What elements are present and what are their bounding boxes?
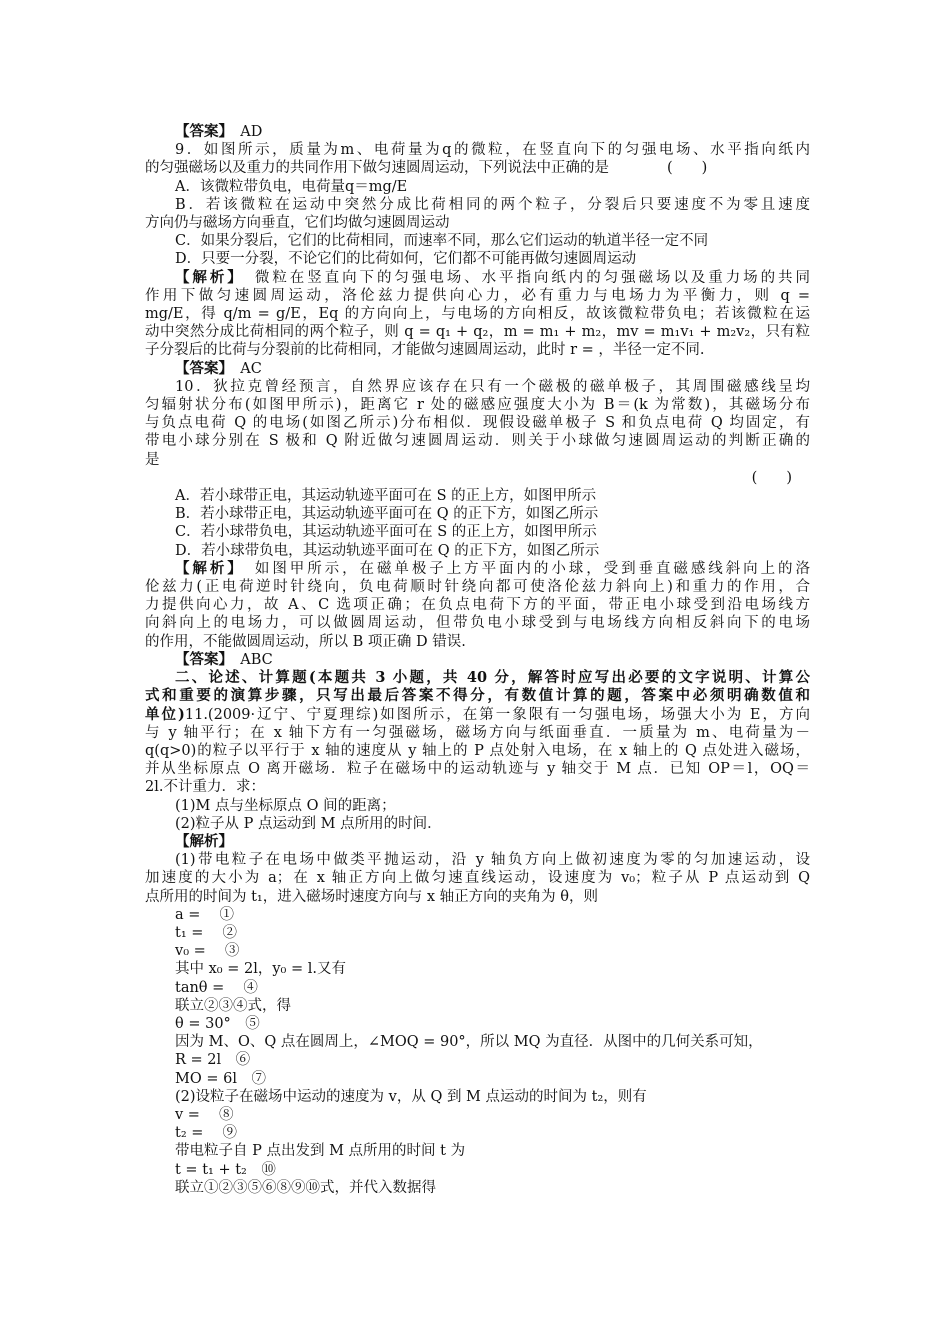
text-line: A．若小球带正电，其运动轨迹平面可在 S 的正上方，如图甲所示 xyxy=(175,488,597,505)
text-line: 向斜向上的电场力，可以做圆周运动，但带负电小球受到与电场线方向相反斜向下的电场 xyxy=(145,615,810,632)
text-line xyxy=(145,360,810,378)
text-line: 二、论述、计算题(本题共 3 小题，共 40 分，解答时应写出必要的文字说明、计算公 xyxy=(175,669,810,687)
text-line: 10．狄拉克曾经预言，自然界应该存在只有一个磁极的磁单极子，其周围磁感线呈均 xyxy=(175,378,810,395)
text-line: 是 xyxy=(145,451,160,468)
text-line: v = ⑧ xyxy=(175,1106,234,1123)
text-line: R = 2l ⑥ xyxy=(175,1052,251,1069)
section-tag: 【答案】 xyxy=(175,650,226,668)
text-line: 联立②③④式，得 xyxy=(175,997,291,1014)
text-line: 因为 M、O、Q 点在圆周上，∠MOQ = 90°，所以 MQ 为直径．从图中的几何关系可知， xyxy=(175,1034,763,1051)
text-line: 其中 x₀ = 2l，y₀ = l.又有 xyxy=(175,961,346,978)
line-text: 11.(2009·辽宁、宁夏理综)如图所示，在第一象限有一匀强电场，场强大小为 E，方向 xyxy=(184,706,810,723)
text-line: θ = 30° ⑤ xyxy=(175,1015,260,1032)
text-line: (1)带电粒子在电场中做类平抛运动，沿 y 轴负方向上做初速度为零的匀加速运动，设 xyxy=(175,852,810,869)
line-text: ABC xyxy=(225,651,273,668)
text-line: (1)M 点与坐标原点 O 间的距离； xyxy=(175,797,396,814)
text-line: D．只要一分裂，不论它们的比荷如何，它们都不可能再做匀速圆周运动 xyxy=(175,251,637,268)
text-line: ( ) xyxy=(751,469,792,486)
text-line: 式和重要的演算步骤，只写出最后答案不得分，有数值计算的题，答案中必须明确数值和 xyxy=(145,687,810,705)
text-line: 带电小球分别在 S 极和 Q 附近做匀速圆周运动．则关于小球做匀速圆周运动的判断正确的 xyxy=(145,433,810,450)
document-page xyxy=(145,123,810,1197)
text-line: 加速度的大小为 a；在 x 轴正方向上做匀速直线运动，设速度为 v₀；粒子从 P 点运动到 Q xyxy=(145,870,810,887)
text-line: 力提供向心力，故 A、C 选项正确；在负点电荷下方的平面，带正电小球受到沿电场线方 xyxy=(145,597,810,614)
text-line: t₂ = ⑨ xyxy=(175,1125,238,1142)
section-tag: 【答案】 xyxy=(175,123,226,140)
text-line: C．若小球带负电，其运动轨迹平面可在 S 的正上方，如图甲所示 xyxy=(175,524,597,541)
text-line: tanθ = ④ xyxy=(175,979,258,996)
text-line: 并从坐标原点 O 离开磁场．粒子在磁场中的运动轨迹与 y 轴交于 M 点．已知 OP＝l，OQ＝ xyxy=(145,761,810,778)
bold-prefix: 单位) xyxy=(145,705,185,723)
section-tag: 【解析】 xyxy=(175,268,238,286)
text-line: t = t₁ + t₂ ⑩ xyxy=(175,1161,276,1178)
text-line: q(q>0)的粒子以平行于 x 轴的速度从 y 轴上的 P 点处射入电场，在 x 轴上的 Q 点处进入磁场， xyxy=(145,742,810,759)
text-line: 匀辐射状分布(如图甲所示)，距离它 r 处的磁感应强度大小为 B＝(k 为常数)，其磁场分布 xyxy=(145,397,810,414)
text-line: C．如果分裂后，它们的比荷相同，而速率不同，那么它们运动的轨道半径一定不同 xyxy=(175,233,709,250)
text-line xyxy=(145,123,810,141)
text-line xyxy=(145,269,810,287)
text-line xyxy=(145,706,810,724)
text-line: a = ① xyxy=(175,906,235,923)
text-line: v₀ = ③ xyxy=(175,943,240,960)
text-line: 与 y 轴平行；在 x 轴下方有一匀强磁场，磁场方向与纸面垂直．一质量为 m、电荷量为－ xyxy=(145,724,810,741)
line-text: AC xyxy=(225,360,262,377)
text-line: B．若该微粒在运动中突然分成比荷相同的两个粒子，分裂后只要速度不为零且速度 xyxy=(175,196,810,213)
text-line: A．该微粒带负电，电荷量q＝mg/E xyxy=(175,178,408,195)
text-line: 2l.不计重力．求： xyxy=(145,779,265,796)
text-line: 联立①②③⑤⑥⑧⑨⑩式，并代入数据得 xyxy=(175,1179,436,1196)
text-line: t₁ = ② xyxy=(175,924,238,941)
text-line: 伦兹力(正电荷逆时针绕向，负电荷顺时针绕向都可使洛伦兹力斜向上)和重力的作用，合 xyxy=(145,579,810,596)
text-line xyxy=(145,560,810,578)
text-line: 动中突然分成比荷相同的两个粒子，则 q = q₁ + q₂，m = m₁ + m₂，mv = m₁v₁ + m₂v₂，只有粒 xyxy=(145,324,810,341)
text-line: 方向仍与磁场方向垂直，它们均做匀速圆周运动 xyxy=(145,215,450,232)
text-line xyxy=(145,833,810,851)
text-line: 9．如图所示，质量为m、电荷量为q的微粒，在竖直向下的匀强电场、水平指向纸内 xyxy=(175,142,810,159)
line-text: AD xyxy=(225,124,263,140)
text-line: 的作用，不能做圆周运动，所以 B 项正确 D 错误. xyxy=(145,633,466,650)
text-line: (2)设粒子在磁场中运动的速度为 v，从 Q 到 M 点运动的时间为 t₂，则有 xyxy=(175,1088,647,1105)
text-line: (2)粒子从 P 点运动到 M 点所用的时间． xyxy=(175,815,442,832)
text-line: 的匀强磁场以及重力的共同作用下做匀速圆周运动，下列说法中正确的是 ( ) xyxy=(145,160,708,177)
text-line: B．若小球带正电，其运动轨迹平面可在 Q 的正下方，如图乙所示 xyxy=(175,506,599,523)
line-text: 如图甲所示，在磁单极子上方平面内的小球，受到垂直磁感线斜向上的洛 xyxy=(237,560,810,577)
section-tag: 【答案】 xyxy=(175,359,226,377)
line-text: 微粒在竖直向下的匀强电场、水平指向纸内的匀强磁场以及重力场的共同 xyxy=(237,269,810,286)
text-line: MO = 6l ⑦ xyxy=(175,1070,266,1087)
text-line: 点所用的时间为 t₁，进入磁场时速度方向与 x 轴正方向的夹角为 θ，则 xyxy=(145,888,598,905)
text-line: 子分裂后的比荷与分裂前的比荷相同，才能做匀速圆周运动，此时 r = ，半径一定不同. xyxy=(145,342,705,359)
section-tag: 【解析】 xyxy=(175,559,238,577)
text-line: mg/E，得 q/m = g/E，Eq 的方向向上，与电场的方向相反，故该微粒带负电；若该微粒在运 xyxy=(145,306,810,323)
text-line: 带电粒子自 P 点出发到 M 点所用的时间 t 为 xyxy=(175,1143,466,1160)
text-line: 与负点电荷 Q 的电场(如图乙所示)分布相似．现假设磁单极子 S 和负点电荷 Q 均固定，有 xyxy=(145,415,810,432)
text-line: 作用下做匀速圆周运动，洛伦兹力提供向心力，必有重力与电场力为平衡力，则 q = xyxy=(145,287,810,304)
text-line: D．若小球带负电，其运动轨迹平面可在 Q 的正下方，如图乙所示 xyxy=(175,542,600,559)
text-line xyxy=(145,651,810,669)
section-tag: 【解析】 xyxy=(175,832,233,850)
